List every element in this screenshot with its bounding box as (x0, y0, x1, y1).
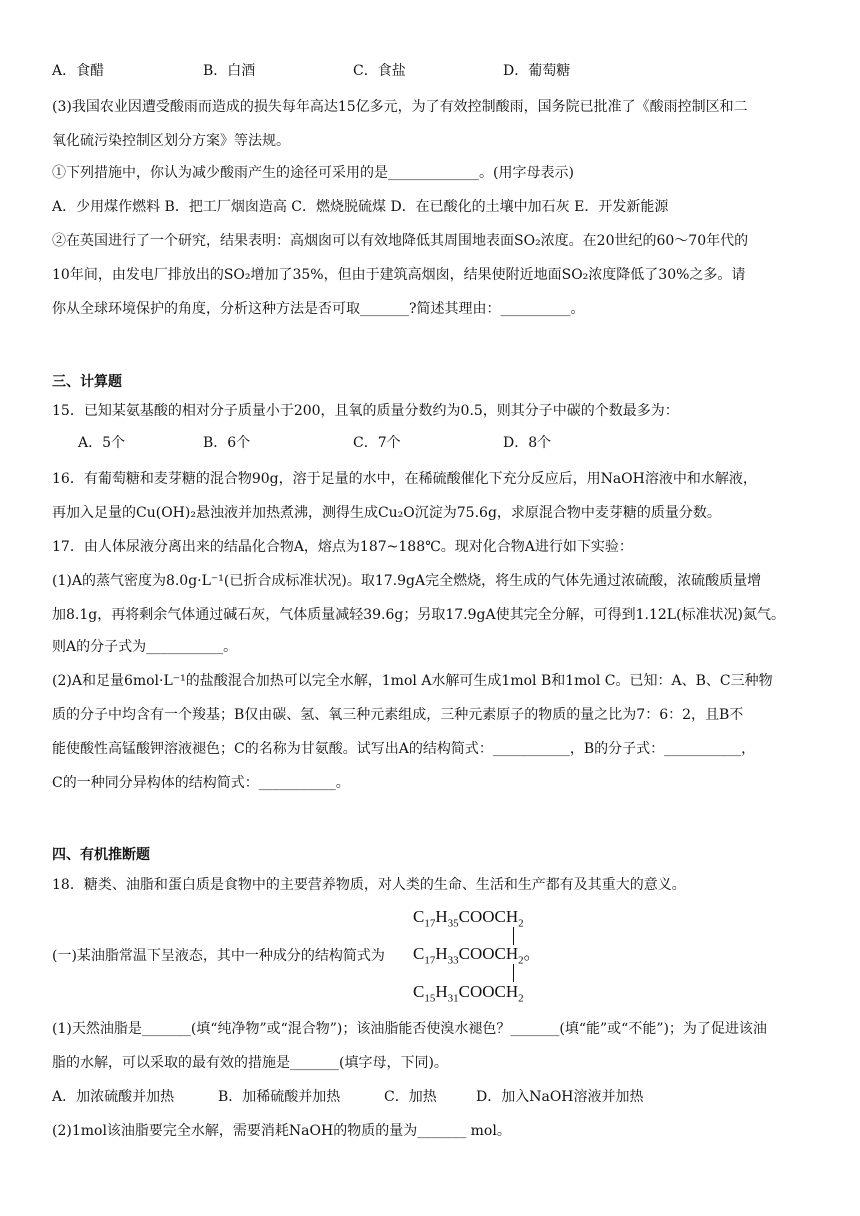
q17-1-line1: (1)A的蒸气密度为8.0g·L⁻¹(已折合成标准状况)。取17.9gA完全燃烧，将生成的气体先通过浓硫酸，浓硫酸质量增 (52, 573, 762, 589)
option-a: A．食醋 (52, 63, 105, 79)
q3-sub2-line1: ②在英国进行了一个研究，结果表明：高烟囱可以有效地降低其周围地表面SO₂浓度。在20世纪的60～70年代的 (52, 233, 749, 249)
q18-part1-intro: (一)某油脂常温下呈液态，其中一种成分的结构简式为 (52, 948, 385, 964)
q3-intro-line1: (3)我国农业因遭受酸雨而造成的损失每年高达15亿多元，为了有效控制酸雨，国务院已批准了《酸雨控制区和二 (52, 99, 748, 115)
q15-option-a: A．5个 (78, 435, 126, 451)
q18-1-line1: (1)天然油脂是_______(填“纯净物”或“混合物”)；该油脂能否使溴水褪色？_______(填“能”或“不能”)；为了促进该油 (52, 1021, 767, 1037)
option-d: D．葡萄糖 (503, 63, 571, 79)
q15-stem: 15．已知某氨基酸的相对分子质量小于200，且氧的质量分数约为0.5，则其分子中碳的个数最多为： (52, 403, 679, 419)
section-title-organic-inference: 四、有机推断题 (52, 847, 150, 863)
q15-option-b: B．6个 (203, 435, 251, 451)
q17-2-line2: 质的分子中均含有一个羧基；B仅由碳、氢、氧三种元素组成，三种元素原子的物质的量之比为7：6：2，且B不 (52, 707, 744, 723)
q3-sub2-line3: 你从全球环境保护的角度，分析这种方法是否可取_______?简述其理由：__________。 (52, 301, 585, 317)
formula-line-2: $C_{17}H_{33}COOCH_2$。 (413, 944, 541, 967)
q18-stem: 18．糖类、油脂和蛋白质是食物中的主要营养物质，对人类的生命、生活和生产都有及其重大的意义。 (52, 877, 686, 893)
option-b: B．白酒 (203, 63, 256, 79)
q18-2: (2)1mol该油脂要完全水解，需要消耗NaOH的物质的量为_______ mol。 (52, 1123, 511, 1139)
q17-1-line3: 则A的分子式为___________。 (52, 639, 238, 655)
q17-2-line1: (2)A和足量6mol·L⁻¹的盐酸混合加热可以完全水解，1mol A水解可生成1mol B和1mol C。已知：A、B、C三种物 (52, 673, 773, 689)
q15-option-c: C．7个 (353, 435, 401, 451)
q18-1-option-b: B．加稀硫酸并加热 (218, 1089, 341, 1105)
option-c: C．食盐 (353, 63, 406, 79)
q17-2-line4: C的一种同分异构体的结构简式：___________。 (52, 775, 350, 791)
section-title-calculation: 三、计算题 (52, 374, 122, 390)
q15-option-d: D．8个 (503, 435, 552, 451)
q18-1-option-a: A．加浓硫酸并加热 (52, 1089, 175, 1105)
q16-line2: 再加入足量的Cu(OH)₂悬浊液并加热煮沸，测得生成Cu₂O沉淀为75.6g，求原混合物中麦芽糖的质量分数。 (52, 505, 721, 521)
formula-bond-2 (513, 964, 514, 982)
q3-intro-line2: 氧化硫污染控制区划分方案》等法规。 (52, 133, 290, 149)
formula-bond-1 (513, 927, 514, 945)
q18-1-option-c: C．加热 (384, 1089, 437, 1105)
q3-sub1: ①下列措施中，你认为减少酸雨产生的途径可采用的是_____________。(用字母表示) (52, 165, 574, 181)
formula-line-1: $C_{17}H_{35}COOCH_2$ (413, 907, 524, 930)
q17-stem: 17．由人体尿液分离出来的结晶化合物A，熔点为187~188℃。现对化合物A进行如下实验： (52, 539, 633, 555)
q18-1-line2: 脂的水解，可以采取的最有效的措施是_______(填字母，下同)。 (52, 1055, 448, 1071)
q3-sub2-line2: 10年间，由发电厂排放出的SO₂增加了35%，但由于建筑高烟囱，结果使附近地面SO₂浓度降低了30%之多。请 (52, 267, 746, 283)
q16-line1: 16．有葡萄糖和麦芽糖的混合物90g，溶于足量的水中，在稀硫酸催化下充分反应后，用NaOH溶液中和水解液， (52, 471, 757, 487)
q17-1-line2: 加8.1g，再将剩余气体通过碱石灰，气体质量减轻39.6g；另取17.9gA使其完全分解，可得到1.12L(标准状况)氮气。 (52, 607, 785, 623)
q3-sub1-options: A．少用煤作燃料 B．把工厂烟囱造高 C．燃烧脱硫煤 D．在已酸化的土壤中加石灰 E．开发新能源 (52, 199, 669, 215)
q17-2-line3: 能使酸性高锰酸钾溶液褪色；C的名称为甘氨酸。试写出A的结构简式：___________，B的分子式：___________， (52, 741, 756, 757)
q18-1-option-d: D．加入NaOH溶液并加热 (476, 1089, 644, 1105)
formula-line-3: $C_{15}H_{31}COOCH_2$ (413, 982, 524, 1005)
